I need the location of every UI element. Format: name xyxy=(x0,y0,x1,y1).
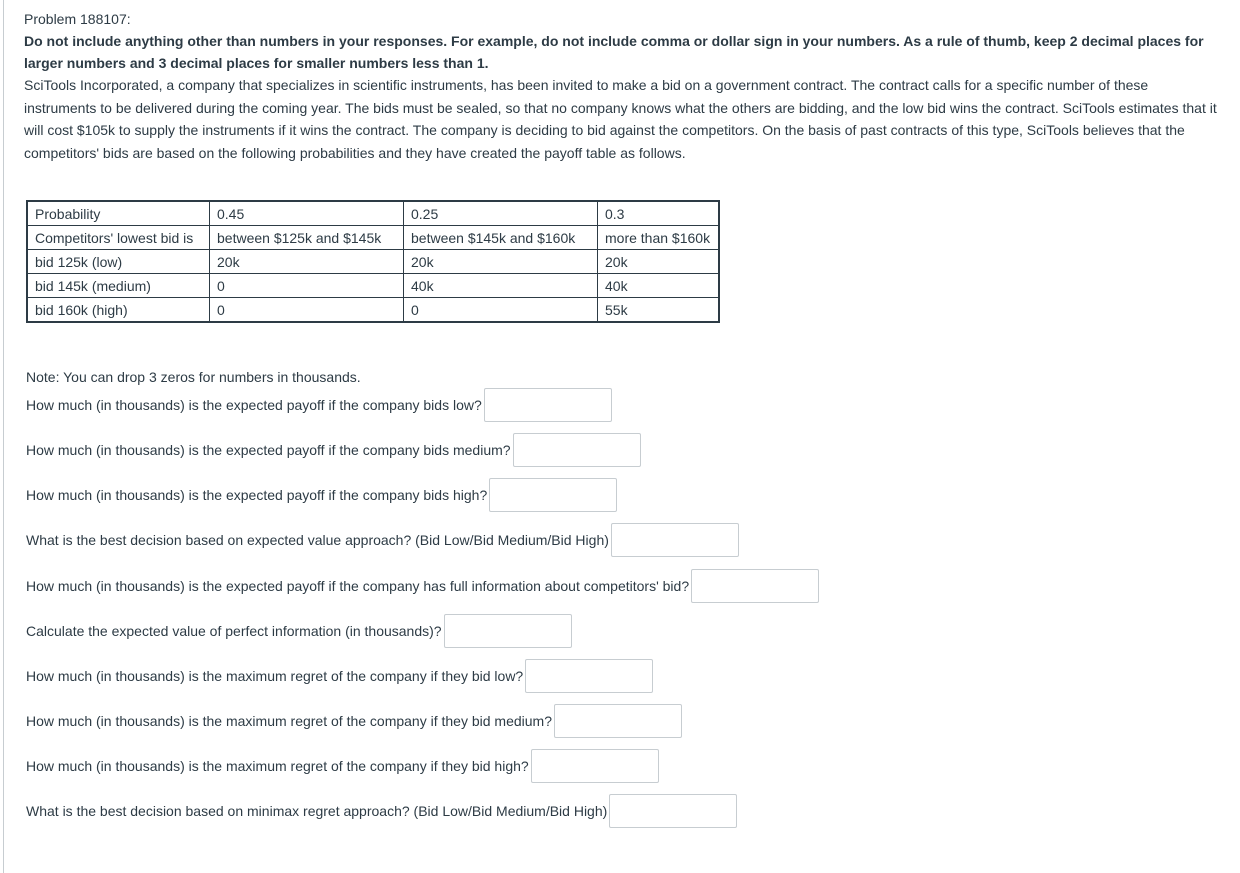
bid-medium-row xyxy=(27,274,719,298)
bid-low-row xyxy=(27,250,719,274)
problem-frame xyxy=(3,0,1240,873)
table-cell: 20k xyxy=(598,250,720,274)
table-cell: bid 160k (high) xyxy=(27,298,210,323)
table-cell: 0.25 xyxy=(404,201,598,226)
question-text: What is the best decision based on expected value approach? (Bid Low/Bid Medium/Bid High) xyxy=(26,532,609,548)
problem-content xyxy=(24,8,1219,819)
competitor-bid-row xyxy=(27,226,719,250)
table-cell: 20k xyxy=(210,250,404,274)
answer-input-best-decision-minimax[interactable] xyxy=(609,794,737,828)
question-evpi xyxy=(26,613,572,649)
answer-input-max-regret-low[interactable] xyxy=(525,659,653,693)
problem-description: SciTools Incorporated, a company that specializes in scientific instruments, has been invited to make a bid on a government contract. The contract calls for a specific number of these instruments to be delivered during the coming year. The bids must be sealed, so that no company knows what the others are bidding, and the low bid wins the contract. SciTools estimates that it will cost $105k to supply the instruments if it wins the contract. The company is deciding to bid against the competitors. On the basis of past contracts of this type, SciTools believes that the competitors' bids are based on the following probabilities and they have created the payoff table as follows. xyxy=(24,77,1217,161)
answer-input-max-regret-high[interactable] xyxy=(531,749,659,783)
question-best-decision-ev xyxy=(26,522,739,558)
answer-input-expected-payoff-medium[interactable] xyxy=(513,433,641,467)
question-text: What is the best decision based on minimax regret approach? (Bid Low/Bid Medium/Bid High) xyxy=(26,803,608,819)
question-payoff-full-information xyxy=(26,568,819,604)
problem-title: Problem 188107: xyxy=(24,11,131,27)
answer-input-evpi[interactable] xyxy=(444,614,572,648)
table-cell: 20k xyxy=(404,250,598,274)
question-text: How much (in thousands) is the maximum regret of the company if they bid high? xyxy=(26,758,529,774)
table-cell: between $125k and $145k xyxy=(210,226,404,250)
answer-input-max-regret-medium[interactable] xyxy=(554,704,682,738)
table-cell: 40k xyxy=(404,274,598,298)
table-cell: 0.45 xyxy=(210,201,404,226)
bid-high-row xyxy=(27,298,719,323)
question-text: How much (in thousands) is the maximum regret of the company if they bid low? xyxy=(26,668,524,684)
table-cell: 0 xyxy=(404,298,598,323)
question-max-regret-low xyxy=(26,658,653,694)
question-expected-payoff-high xyxy=(26,477,617,513)
question-text: Calculate the expected value of perfect information (in thousands)? xyxy=(26,623,442,639)
answer-input-best-decision-ev[interactable] xyxy=(611,523,739,557)
table-cell: more than $160k xyxy=(598,226,720,250)
table-cell: 40k xyxy=(598,274,720,298)
question-text: How much (in thousands) is the expected payoff if the company bids low? xyxy=(26,397,482,413)
note-text: Note: You can drop 3 zeros for numbers in thousands. xyxy=(26,369,361,385)
question-expected-payoff-medium xyxy=(26,432,641,468)
table-cell: 0 xyxy=(210,298,404,323)
question-expected-payoff-low xyxy=(26,387,612,423)
table-cell: 0.3 xyxy=(598,201,720,226)
table-cell: bid 125k (low) xyxy=(27,250,210,274)
question-max-regret-high xyxy=(26,748,659,784)
table-cell: Probability xyxy=(27,201,210,226)
answer-instructions: Do not include anything other than numbers in your responses. For example, do not include comma or dollar sign in your numbers. As a rule of thumb, keep 2 decimal places for larger numbers and 3 decimal places for smaller numbers less than 1. xyxy=(24,33,1204,71)
question-text: How much (in thousands) is the maximum regret of the company if they bid medium? xyxy=(26,713,553,729)
question-text: How much (in thousands) is the expected payoff if the company bids high? xyxy=(26,487,488,503)
question-text: How much (in thousands) is the expected payoff if the company bids medium? xyxy=(26,442,511,458)
question-best-decision-minimax xyxy=(26,793,737,829)
question-max-regret-medium xyxy=(26,703,682,739)
probability-row xyxy=(27,201,719,226)
payoff-table xyxy=(26,200,720,323)
answer-input-expected-payoff-high[interactable] xyxy=(489,478,617,512)
question-text: How much (in thousands) is the expected payoff if the company has full information about competitors' bid? xyxy=(26,578,690,594)
table-cell: Competitors' lowest bid is xyxy=(27,226,210,250)
answer-input-expected-payoff-low[interactable] xyxy=(484,388,612,422)
table-cell: 0 xyxy=(210,274,404,298)
table-cell: bid 145k (medium) xyxy=(27,274,210,298)
answer-input-payoff-full-information[interactable] xyxy=(691,569,819,603)
table-cell: 55k xyxy=(598,298,720,323)
table-cell: between $145k and $160k xyxy=(404,226,598,250)
